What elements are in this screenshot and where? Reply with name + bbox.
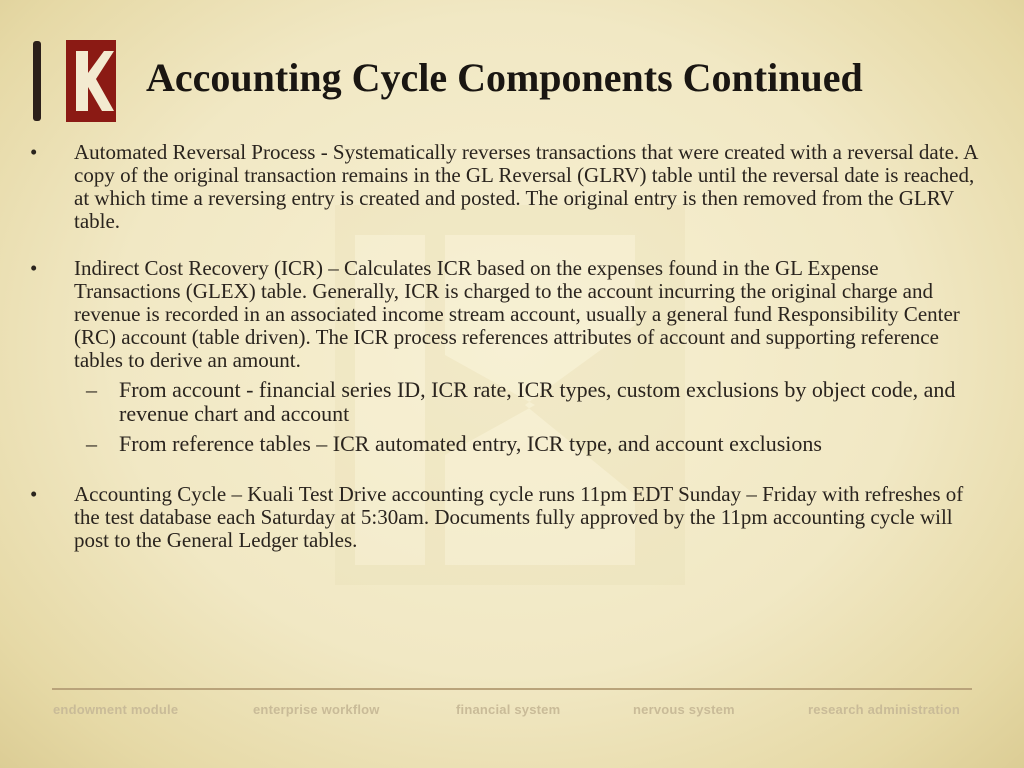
footer-item-financial-system: financial system bbox=[456, 702, 561, 717]
bullet-accounting-cycle bbox=[30, 483, 990, 552]
slide-content bbox=[30, 141, 990, 552]
kuali-logo-icon bbox=[30, 37, 120, 125]
sub-bullet-from-reference-tables bbox=[30, 432, 990, 456]
footer-module-bar bbox=[0, 702, 1024, 722]
sub-bullet-marker: – bbox=[86, 431, 97, 456]
sub-bullet-marker: – bbox=[86, 377, 97, 402]
bullet-text: Automated Reversal Process - Systematically reverses transactions that were created with a reversal date. A copy of the original transaction remains in the GL Reversal (GLRV) table until the reversal date is reached, at which time a reversing entry is created and posted. The original entry is then removed from the GLRV table. bbox=[74, 140, 978, 233]
sub-bullet-text: From account - financial series ID, ICR rate, ICR types, custom exclusions by object code, and revenue chart and account bbox=[119, 377, 956, 426]
bullet-marker: • bbox=[30, 256, 38, 280]
bullet-text: Indirect Cost Recovery (ICR) – Calculates ICR based on the expenses found in the GL Expense Transactions (GLEX) table. Generally, ICR is charged to the account incurring the original charge and revenue is recorded in an associated income stream account, usually a general fund Responsibility Center (RC) account (table driven). The ICR process references attributes of account and supporting reference tables to derive an amount. bbox=[74, 256, 960, 372]
footer-item-endowment-module: endowment module bbox=[53, 702, 179, 717]
bullet-marker: • bbox=[30, 140, 38, 164]
slide-title: Accounting Cycle Components Continued bbox=[146, 55, 863, 100]
footer-item-research-administration: research administration bbox=[808, 702, 960, 717]
bullet-indirect-cost-recovery bbox=[30, 257, 990, 372]
footer-divider bbox=[52, 688, 972, 690]
sub-bullet-from-account bbox=[30, 378, 990, 426]
bullet-marker: • bbox=[30, 482, 38, 506]
footer-item-nervous-system: nervous system bbox=[633, 702, 735, 717]
sub-bullet-text: From reference tables – ICR automated entry, ICR type, and account exclusions bbox=[119, 431, 822, 456]
footer-item-enterprise-workflow: enterprise workflow bbox=[253, 702, 380, 717]
bullet-automated-reversal bbox=[30, 141, 990, 233]
bullet-text: Accounting Cycle – Kuali Test Drive accounting cycle runs 11pm EDT Sunday – Friday with refreshes of the test database each Saturday at 5:30am. Documents fully approved by the 11pm accounting cycle will post to the General Ledger tables. bbox=[74, 482, 964, 552]
